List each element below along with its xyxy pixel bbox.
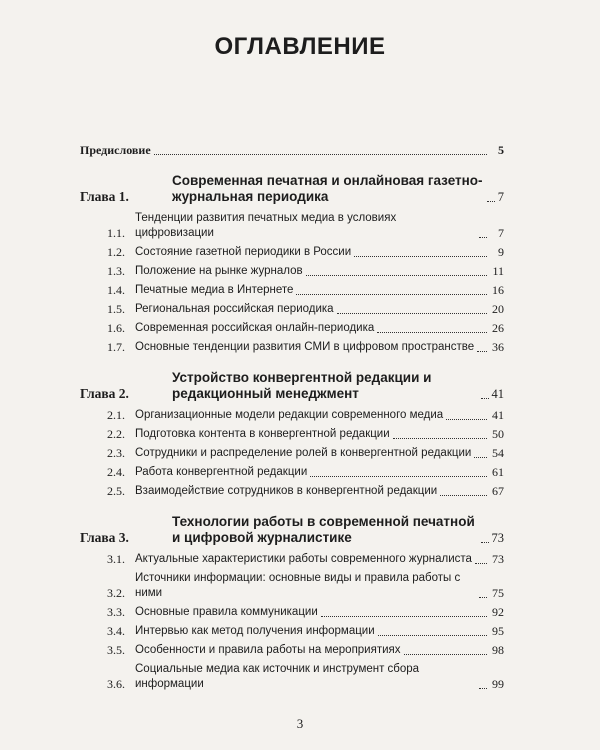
- section-number: 1.7.: [107, 340, 125, 354]
- section-page: 67: [492, 484, 504, 498]
- leader-dots: [354, 256, 487, 257]
- section-page: 16: [492, 283, 504, 297]
- section-title: Особенности и правила работы на мероприятиях: [135, 644, 401, 656]
- toc-section: [80, 552, 504, 567]
- toc-section: [80, 302, 504, 317]
- section-page: 7: [498, 226, 504, 240]
- section-title: Интервью как метод получения информации: [135, 625, 375, 637]
- toc-section: [80, 643, 504, 658]
- section-page: 98: [492, 643, 504, 657]
- toc-section: [80, 211, 504, 241]
- section-title: Положение на рынке журналов: [135, 265, 303, 277]
- section-page: 26: [492, 321, 504, 335]
- leader-dots: [481, 398, 489, 399]
- leader-dots: [154, 154, 487, 155]
- leader-dots: [377, 332, 487, 333]
- section-title: Состояние газетной периодики в России: [135, 246, 352, 258]
- chapter-heading: [80, 514, 504, 546]
- section-title: Современная российская онлайн-периодика: [135, 322, 375, 334]
- chapter-title: Современная печатная и онлайновая газетно-журнальная периодика: [172, 173, 483, 204]
- leader-dots: [479, 688, 487, 689]
- section-number: 2.3.: [107, 446, 125, 460]
- chapter-page: 41: [491, 387, 504, 401]
- section-page: 92: [492, 605, 504, 619]
- chapter-page: 7: [497, 190, 504, 204]
- section-title: Организационные модели редакции современного медиа: [135, 409, 444, 421]
- section-page: 54: [492, 446, 504, 460]
- leader-dots: [310, 476, 487, 477]
- toc-section: [80, 340, 504, 355]
- section-number: 1.6.: [107, 321, 125, 335]
- leader-dots: [479, 237, 487, 238]
- section-number: 3.4.: [107, 624, 125, 638]
- leader-dots: [446, 419, 487, 420]
- chapter-title: Технологии работы в современной печатной и цифровой журналистике: [172, 514, 475, 545]
- section-title: Работа конвергентной редакции: [135, 466, 308, 478]
- section-number: 3.2.: [107, 586, 125, 600]
- leader-dots: [296, 294, 487, 295]
- toc-section: [80, 283, 504, 298]
- toc-entry-preface: [80, 143, 504, 158]
- section-page: 11: [492, 264, 504, 278]
- leader-dots: [321, 616, 487, 617]
- section-page: 20: [492, 302, 504, 316]
- page-number: 3: [296, 716, 304, 731]
- chapter-page: 73: [491, 531, 504, 545]
- toc-section: [80, 605, 504, 620]
- toc-section: [80, 321, 504, 336]
- toc-section: [80, 408, 504, 423]
- leader-dots: [479, 597, 487, 598]
- toc-section: [80, 264, 504, 279]
- toc-section: [80, 446, 504, 461]
- leader-dots: [477, 351, 487, 352]
- section-number: 1.1.: [107, 226, 125, 240]
- section-number: 2.2.: [107, 427, 125, 441]
- section-title: Взаимодействие сотрудников в конвергентной редакции: [135, 485, 438, 497]
- section-title: Актуальные характеристики работы современного журналиста: [135, 553, 472, 565]
- section-title: Сотрудники и распределение ролей в конвергентной редакции: [135, 447, 472, 459]
- section-page: 36: [492, 340, 504, 354]
- section-page: 95: [492, 624, 504, 638]
- toc-section: [80, 465, 504, 480]
- section-title: Тенденции развития печатных медиа в условиях цифровизации: [135, 212, 397, 239]
- section-number: 3.6.: [107, 677, 125, 691]
- section-title: Источники информации: основные виды и правила работы с ними: [135, 572, 461, 599]
- toc-section: [80, 484, 504, 499]
- leader-dots: [378, 635, 487, 636]
- chapter-number: Глава 2.: [80, 386, 129, 401]
- section-page: 61: [492, 465, 504, 479]
- leader-dots: [487, 201, 495, 202]
- section-number: 1.4.: [107, 283, 125, 297]
- section-title: Основные тенденции развития СМИ в цифровом пространстве: [135, 341, 475, 353]
- section-title: Подготовка контента в конвергентной редакции: [135, 428, 390, 440]
- preface-page: 5: [498, 143, 504, 157]
- chapter-heading: [80, 370, 504, 402]
- leader-dots: [475, 563, 487, 564]
- section-number: 3.3.: [107, 605, 125, 619]
- section-page: 99: [492, 677, 504, 691]
- table-of-contents: [80, 143, 504, 696]
- toc-section: [80, 571, 504, 601]
- toc-section: [80, 624, 504, 639]
- leader-dots: [440, 495, 487, 496]
- page-title: ОГЛАВЛЕНИЕ: [214, 33, 386, 60]
- section-number: 2.4.: [107, 465, 125, 479]
- preface-label: Предисловие: [80, 143, 151, 157]
- section-number: 1.2.: [107, 245, 125, 259]
- leader-dots: [474, 457, 487, 458]
- section-number: 2.1.: [107, 408, 125, 422]
- section-title: Печатные медиа в Интернете: [135, 284, 294, 296]
- section-page: 41: [492, 408, 504, 422]
- section-page: 73: [492, 552, 504, 566]
- toc-section: [80, 427, 504, 442]
- section-page: 75: [492, 586, 504, 600]
- section-title: Основные правила коммуникации: [135, 606, 318, 618]
- chapter-number: Глава 1.: [80, 189, 129, 204]
- chapter-title: Устройство конвергентной редакции и редакционный менеджмент: [172, 370, 432, 401]
- section-title: Социальные медиа как источник и инструмент сбора информации: [135, 663, 420, 690]
- section-page: 50: [492, 427, 504, 441]
- section-number: 2.5.: [107, 484, 125, 498]
- leader-dots: [404, 654, 487, 655]
- section-title: Региональная российская периодика: [135, 303, 334, 315]
- leader-dots: [393, 438, 487, 439]
- section-number: 1.5.: [107, 302, 125, 316]
- toc-section: [80, 662, 504, 692]
- leader-dots: [481, 542, 489, 543]
- section-page: 9: [498, 245, 504, 259]
- section-number: 1.3.: [107, 264, 125, 278]
- leader-dots: [337, 313, 487, 314]
- leader-dots: [306, 275, 487, 276]
- section-number: 3.5.: [107, 643, 125, 657]
- section-number: 3.1.: [107, 552, 125, 566]
- chapter-number: Глава 3.: [80, 530, 129, 545]
- toc-section: [80, 245, 504, 260]
- chapter-heading: [80, 173, 504, 205]
